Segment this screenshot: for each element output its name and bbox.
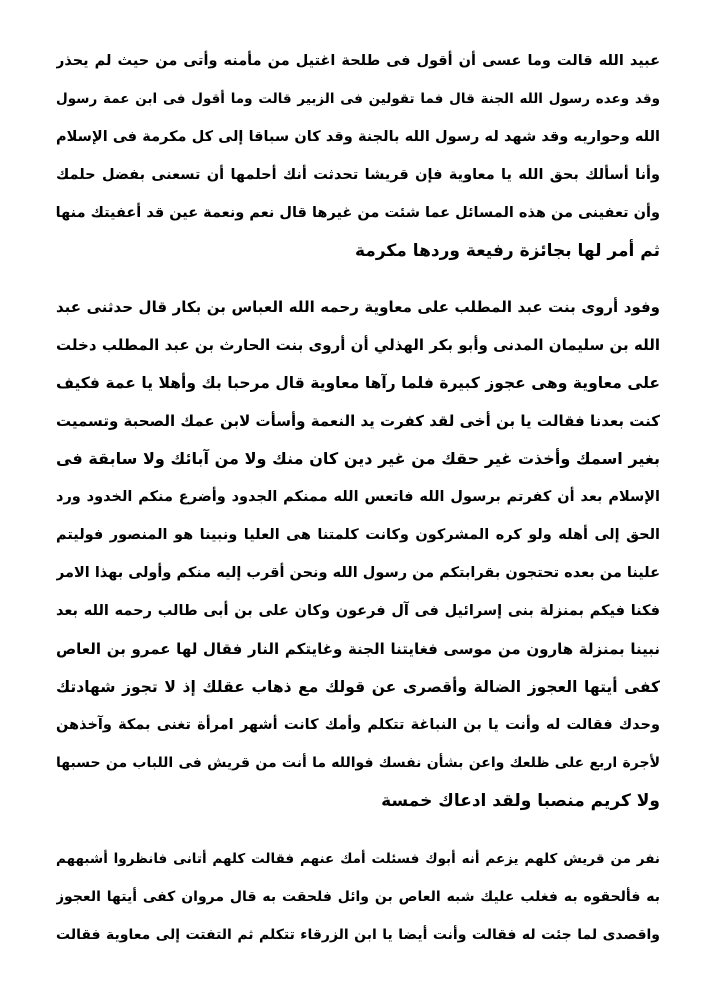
text-line: على معاوية وهى عجوز كبيرة فلما رآها معاوية قال مرحبا بك وأهلا يا عمة فكيف	[56, 374, 660, 392]
text-line: نبينا بمنزلة هارون من موسى فغايتنا الجنة وغايتكم النار فقال لها عمرو بن العاص	[56, 640, 660, 658]
text-line: وحدك فقالت له وأنت يا بن النباغة تتكلم وأمك كانت أشهر امرأة تغنى بمكة وآخذهن	[56, 717, 660, 733]
text-line: وقد وعده رسول الله الجنة قال فما تقولين فى الزبير قالت وما أقول فى ابن عمة رسول	[56, 91, 660, 107]
text-line: الله بن سليمان المدنى وأبو بكر الهذلي أن أروى بنت الحارث بن عبد المطلب دخلت	[56, 336, 660, 354]
text-line: وأن تعفينى من هذه المسائل عما شئت من غيرها قال نعم ونعمة عين قد أعفيتك منها	[56, 205, 660, 221]
text-line: الحق إلى أهله ولو كره المشركون وكانت كلمتنا هى العليا ونبينا هو المنصور فوليتم	[56, 527, 660, 543]
text-line: ولا كريم منصبا ولقد ادعاك خمسة	[381, 791, 660, 811]
text-line: وفود أروى بنت عبد المطلب على معاوية رحمه الله العباس بن بكار قال حدثنى عبد	[56, 298, 660, 316]
text-line: وأنا أسألك بحق الله يا معاوية فإن قريشا تحدثت أنك أحلمها أن تسعنى بفضل حلمك	[56, 167, 660, 183]
text-line: نفر من قريش كلهم يزعم أنه أبوك فسئلت أمك عنهم فقالت كلهم أتانى فانظروا أشبههم	[56, 851, 660, 867]
text-line: الإسلام بعد أن كفرتم برسول الله فاتعس الله ممنكم الجدود وأضرع منكم الخدود ورد	[56, 489, 660, 505]
text-line: علينا من بعده تحتجون بقرابتكم من رسول الله ونحن أقرب إليه منكم وأولى بهذا الامر	[56, 565, 660, 581]
text-line: لأجرة اربع على ظلعك واعن بشأن نفسك فوالله ما أنت من قريش فى اللباب من حسبها	[56, 755, 660, 771]
text-line: ثم أمر لها بجائزة رفيعة وردها مكرمة	[355, 241, 660, 261]
text-line: به فألحقوه به فغلب عليك شبه العاص بن وائل فلحقت به قال مروان كفى أيتها العجوز	[56, 889, 660, 905]
text-line: واقصدى لما جئت له فقالت وأنت أيضا يا ابن الزرقاء تتكلم ثم التفتت إلى معاوية فقالت	[56, 927, 660, 943]
text-line: كنت بعدنا فقالت يا بن أخى لقد كفرت يد النعمة وأسأت لابن عمك الصحبة وتسميت	[56, 412, 660, 430]
text-line: الله وحواريه وقد شهد له رسول الله بالجنة وقد كان سباقا إلى كل مكرمة فى الإسلام	[56, 129, 660, 145]
text-line: كفى أيتها العجوز الضالة وأقصرى عن قولك مع ذهاب عقلك إذ لا تجوز شهادتك	[56, 678, 660, 696]
text-line: فكنا فيكم بمنزلة بنى إسرائيل فى آل فرعون وكان على بن أبى طالب رحمه الله بعد	[56, 603, 660, 619]
text-line: عبيد الله قالت وما عسى أن أقول فى طلحة اغتيل من مأمنه وأتى من حيث لم يحذر	[56, 53, 660, 69]
text-line: بغير اسمك وأخذت غير حقك من غير دين كان منك ولا من آبائك ولا سابقة فى	[56, 449, 660, 468]
